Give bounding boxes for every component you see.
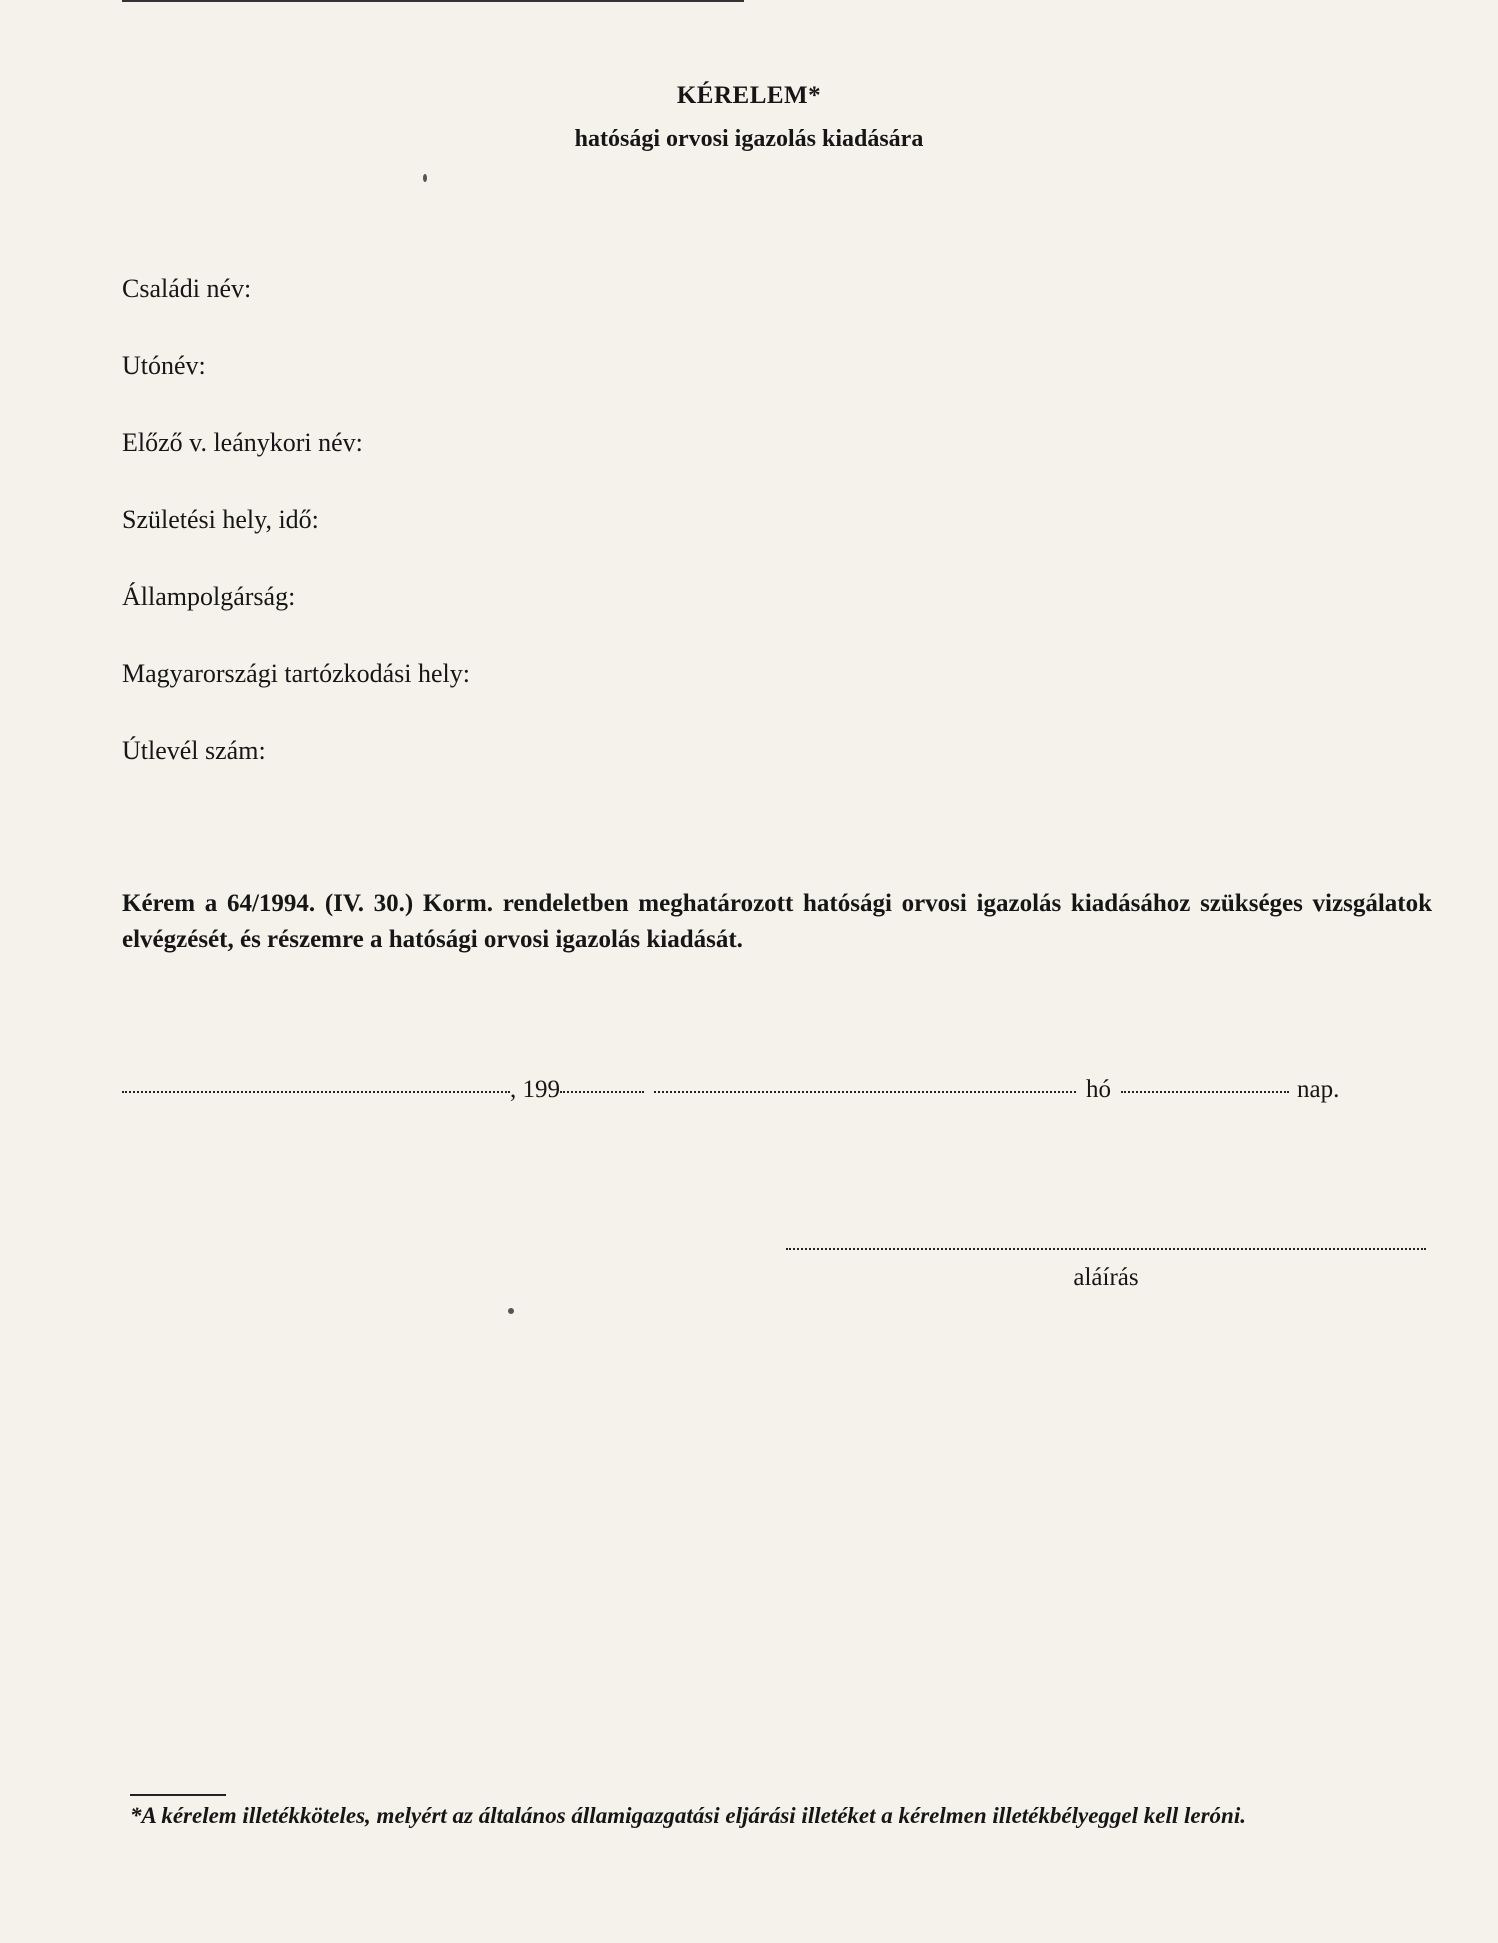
day-dots bbox=[1121, 1091, 1289, 1093]
document-title: KÉRELEM* bbox=[676, 82, 822, 109]
field-citizenship: Állampolgárság: bbox=[122, 582, 296, 611]
ink-speck bbox=[508, 1308, 514, 1314]
field-family-name: Családi név: bbox=[122, 274, 252, 303]
month-label: hó bbox=[1086, 1076, 1111, 1103]
footnote-rule bbox=[130, 1794, 226, 1796]
field-birth-place-date: Születési hely, idő: bbox=[122, 505, 319, 534]
field-given-name: Utónév: bbox=[122, 351, 206, 380]
footnote: *A kérelem illetékköteles, melyért az általános államigazgatási eljárási illetéket a kérelmen illetékbélyeggel kell leróni. bbox=[130, 1803, 1246, 1828]
ink-speck bbox=[423, 174, 427, 182]
document-subtitle: hatósági orvosi igazolás kiadására bbox=[574, 126, 924, 152]
day-label: nap. bbox=[1297, 1076, 1340, 1103]
request-paragraph: Kérem a 64/1994. (IV. 30.) Korm. rendeletben meghatározott hatósági orvosi igazolás kiadásához szükséges vizsgálatok elvégzését, és részemre a hatósági orvosi igazolás kiadását. bbox=[122, 890, 1432, 953]
top-rule bbox=[122, 0, 744, 2]
signature-label: aláírás bbox=[1073, 1264, 1139, 1291]
date-line bbox=[122, 1076, 1362, 1104]
place-dots bbox=[122, 1091, 510, 1093]
field-previous-name: Előző v. leánykori név: bbox=[122, 428, 363, 457]
field-passport-number: Útlevél szám: bbox=[122, 736, 266, 765]
year-dots bbox=[560, 1091, 644, 1093]
signature-line bbox=[786, 1248, 1426, 1250]
month-dots bbox=[654, 1091, 1076, 1093]
year-prefix: , 199 bbox=[510, 1076, 560, 1103]
field-residence: Magyarországi tartózkodási hely: bbox=[122, 659, 470, 688]
